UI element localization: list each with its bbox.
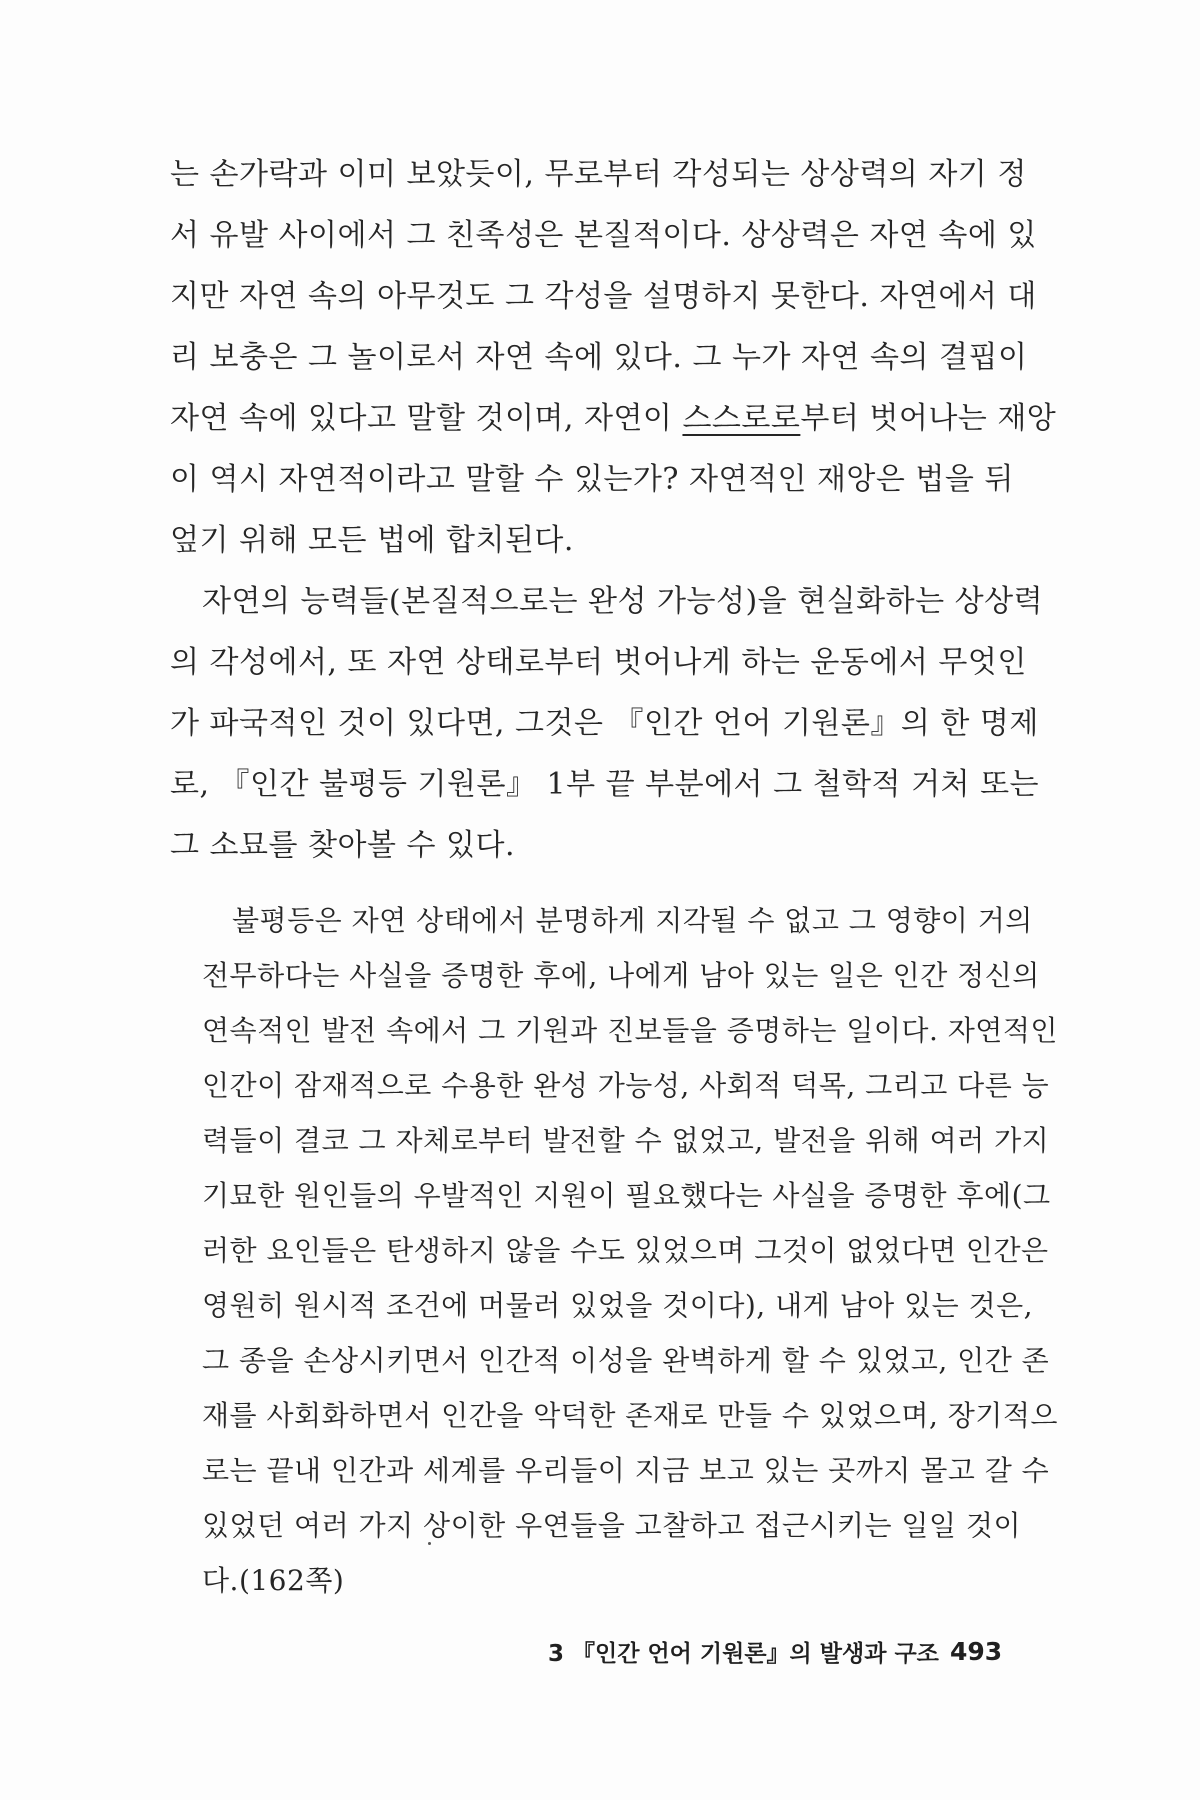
paragraph-1-line-3: 지만 자연 속의 아무것도 그 각성을 설명하지 못한다. 자연에서 대 xyxy=(170,279,1037,314)
quote-line-2: 전무하다는 사실을 증명한 후에, 나에게 남아 있는 일은 인간 정신의 xyxy=(202,959,1040,992)
line-5-text-before: 자연 속에 있다고 말할 것이며, 자연이 xyxy=(170,401,683,436)
quote-line-10: 재를 사회화하면서 인간을 악덕한 존재로 만들 수 있었으며, 장기적으 xyxy=(202,1399,1058,1432)
paragraph-2-line-2: 의 각성에서, 또 자연 상태로부터 벗어나게 하는 운동에서 무엇인 xyxy=(170,645,1027,680)
quote-line-1: 불평등은 자연 상태에서 분명하게 지각될 수 없고 그 영향이 거의 xyxy=(232,904,1033,937)
paragraph-2-line-5: 그 소묘를 찾아볼 수 있다. xyxy=(170,828,515,863)
paragraph-1-line-5 xyxy=(170,396,1056,442)
stray-mark xyxy=(428,1542,431,1545)
quote-line-4: 인간이 잠재적으로 수용한 완성 가능성, 사회적 덕목, 그리고 다른 능 xyxy=(202,1069,1050,1102)
paragraph-2-line-4: 로, 『인간 불평등 기원론』 1부 끝 부분에서 그 철학적 거처 또는 xyxy=(170,767,1040,802)
paragraph-1-line-1: 는 손가락과 이미 보았듯이, 무로부터 각성되는 상상력의 자기 정 xyxy=(170,157,1027,192)
running-footer-title: 3 『인간 언어 기원론』의 발생과 구조 xyxy=(548,1641,939,1667)
quote-line-7: 러한 요인들은 탄생하지 않을 수도 있었으며 그것이 없었다면 인간은 xyxy=(202,1234,1049,1267)
quote-line-13: 다.(162쪽) xyxy=(202,1564,345,1597)
paragraph-1-line-4: 리 보충은 그 놀이로서 자연 속에 있다. 그 누가 자연 속의 결핍이 xyxy=(170,340,1028,375)
line-5-text-after: 부터 벗어나는 재앙 xyxy=(800,401,1057,436)
quote-line-5: 력들이 결코 그 자체로부터 발전할 수 없었고, 발전을 위해 여러 가지 xyxy=(202,1124,1050,1157)
paragraph-1-line-7: 엎기 위해 모든 법에 합치된다. xyxy=(170,523,574,558)
quote-line-12: 있었던 여러 가지 상이한 우연들을 고찰하고 접근시키는 일일 것이 xyxy=(202,1509,1022,1542)
quote-line-11: 로는 끝내 인간과 세계를 우리들이 지금 보고 있는 곳까지 몰고 갈 수 xyxy=(202,1454,1050,1487)
quote-line-6: 기묘한 원인들의 우발적인 지원이 필요했다는 사실을 증명한 후에(그 xyxy=(202,1179,1051,1212)
quote-line-3: 연속적인 발전 속에서 그 기원과 진보들을 증명하는 일이다. 자연적인 xyxy=(202,1014,1058,1047)
page-number: 493 xyxy=(950,1637,1003,1666)
quote-line-8: 영원히 원시적 조건에 머물러 있었을 것이다), 내게 남아 있는 것은, xyxy=(202,1289,1034,1322)
paragraph-1-line-6: 이 역시 자연적이라고 말할 수 있는가? 자연적인 재앙은 법을 뒤 xyxy=(170,462,1014,497)
paragraph-2-line-1: 자연의 능력들(본질적으로는 완성 가능성)을 현실화하는 상상력 xyxy=(202,584,1044,619)
quote-line-9: 그 종을 손상시키면서 인간적 이성을 완벽하게 할 수 있었고, 인간 존 xyxy=(202,1344,1050,1377)
paragraph-1-line-2: 서 유발 사이에서 그 친족성은 본질적이다. 상상력은 자연 속에 있 xyxy=(170,218,1037,253)
underlined-word: 스스로로 xyxy=(682,401,801,436)
paragraph-2-line-3: 가 파국적인 것이 있다면, 그것은 『인간 언어 기원론』의 한 명제 xyxy=(170,706,1039,741)
